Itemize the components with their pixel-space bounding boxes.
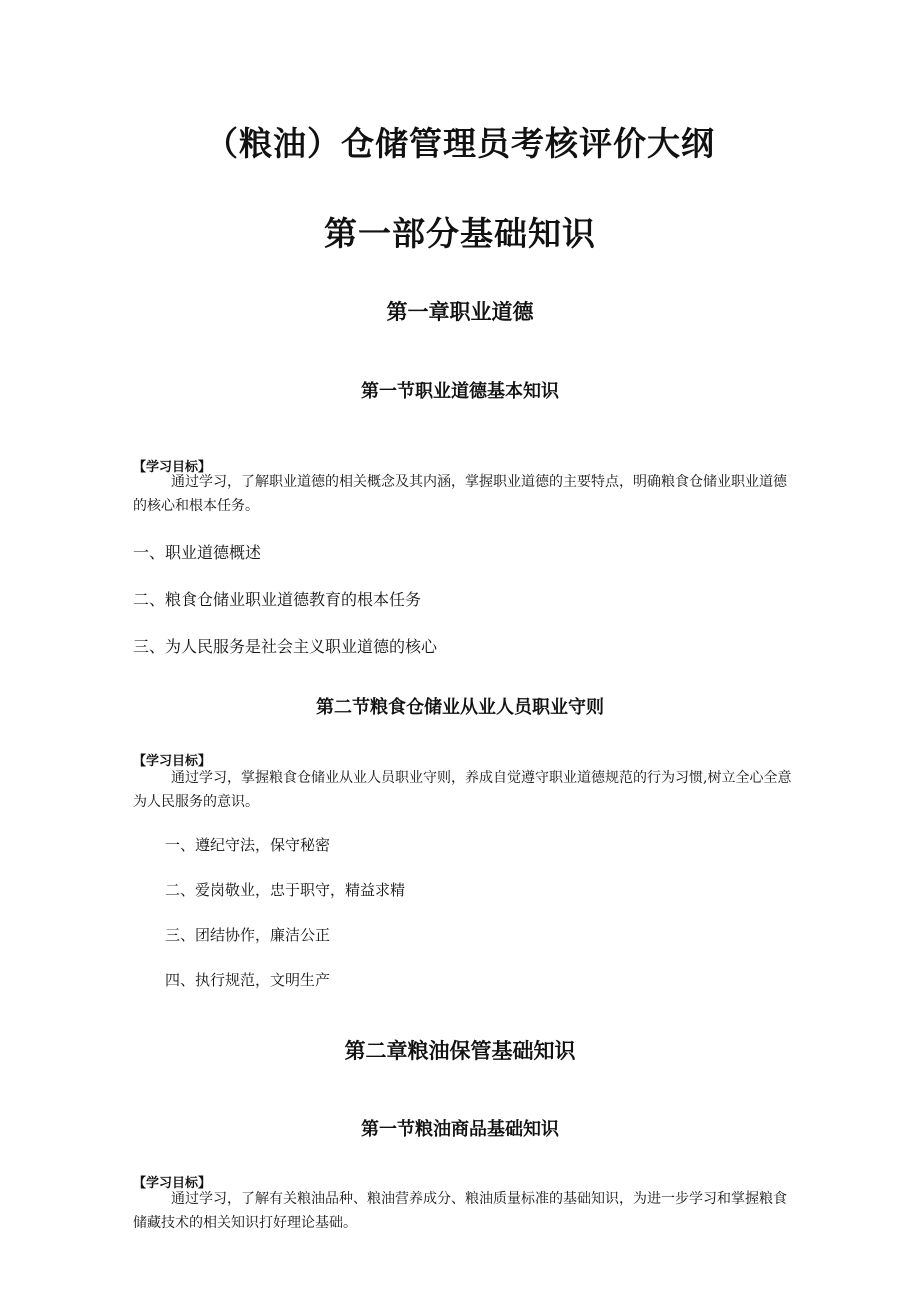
part-title: 第一部分基础知识 xyxy=(324,214,596,253)
learning-goal-text: 通过学习，了解职业道德的相关概念及其内涵，掌握职业道德的主要特点，明确粮食仓储业职业道德的核心和根本任务。 xyxy=(133,474,787,514)
list-item: 三、团结协作，廉洁公正 xyxy=(165,926,331,944)
chapter-2-title: 第二章粮油保管基础知识 xyxy=(344,1039,576,1063)
chapter-1-section-2-title: 第二节粮食仓储业从业人员职业守则 xyxy=(316,697,604,718)
learning-goal-paragraph xyxy=(133,766,793,814)
learning-goal-label: 【学习目标】 xyxy=(133,754,212,769)
learning-goal-text: 通过学习，了解有关粮油品种、粮油营养成分、粮油质量标准的基础知识，为进一步学习和掌握粮食储藏技术的相关知识打好理论基础。 xyxy=(133,1191,787,1231)
learning-goal-label: 【学习目标】 xyxy=(133,1176,212,1191)
learning-goal-paragraph xyxy=(133,1187,793,1235)
list-item: 四、执行规范，文明生产 xyxy=(165,971,331,989)
list-item: 三、为人民服务是社会主义职业道德的核心 xyxy=(133,637,438,656)
learning-goal-text: 通过学习，掌握粮食仓储业从业人员职业守则，养成自觉遵守职业道德规范的行为习惯,树立全心全意为人民服务的意识。 xyxy=(133,770,792,810)
chapter-1-title: 第一章职业道德 xyxy=(386,300,534,324)
chapter-1-section-1-title: 第一节职业道德基本知识 xyxy=(361,381,559,402)
chapter-2-section-1-title: 第一节粮油商品基础知识 xyxy=(361,1119,559,1140)
learning-goal-label: 【学习目标】 xyxy=(133,460,212,475)
list-item: 二、粮食仓储业职业道德教育的根本任务 xyxy=(133,590,422,609)
document-title: （粮油）仓储管理员考核评价大纲 xyxy=(205,124,715,163)
list-item: 一、遵纪守法，保守秘密 xyxy=(165,836,331,854)
list-item: 二、爱岗敬业，忠于职守，精益求精 xyxy=(165,881,406,899)
learning-goal-paragraph xyxy=(133,470,793,518)
list-item: 一、职业道德概述 xyxy=(133,543,262,562)
